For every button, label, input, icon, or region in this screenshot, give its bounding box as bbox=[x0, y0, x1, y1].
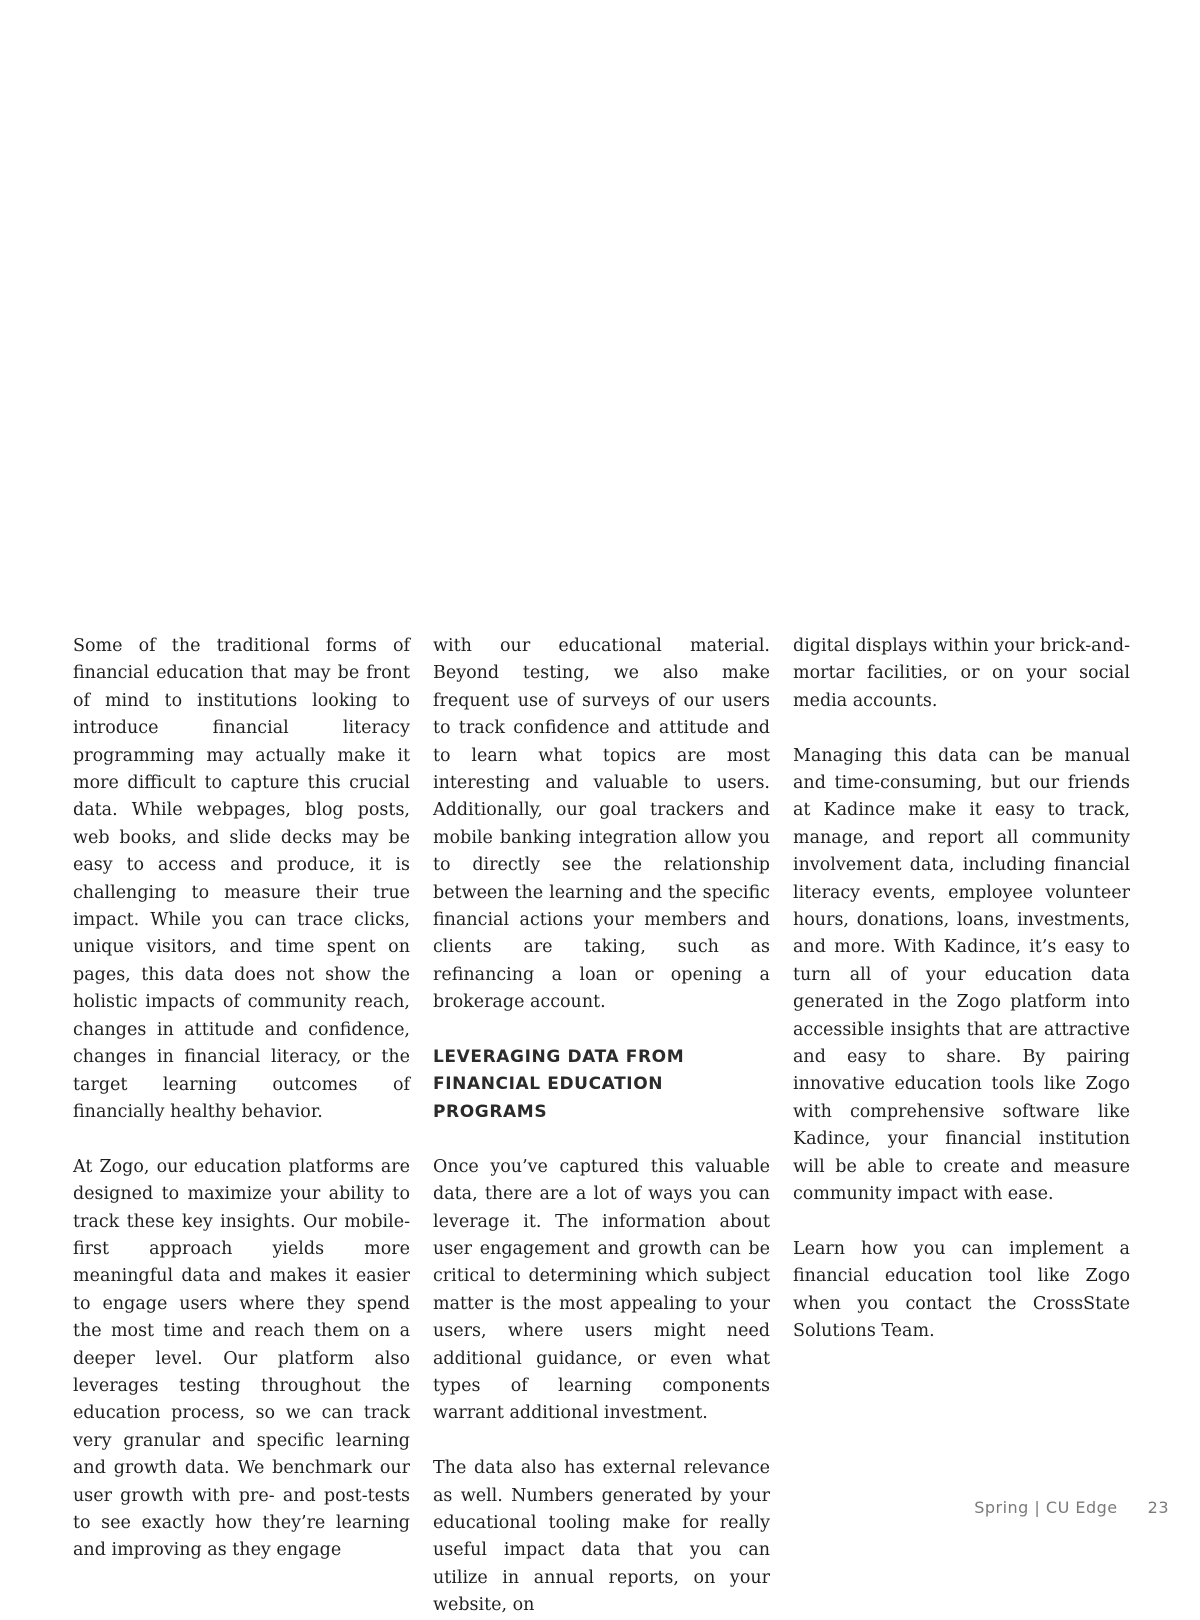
text-column-3 bbox=[793, 633, 1130, 1346]
paragraph-kadince: Managing this data can be manual and time-consuming, but our friends at Kadince make it easy to track, manage, and report all community involvement data, including financial literacy events, employee volunteer hours, donations, loans, investments, and more. With Kadince, it’s easy to turn all of your education data generated in the Zogo platform into accessible insights that are attractive and easy to share. By pairing innovative education tools like Zogo with comprehensive software like Kadince, your financial institution will be able to create and measure community impact with ease. bbox=[793, 745, 1130, 1205]
text-column-1 bbox=[73, 633, 410, 1565]
page-footer bbox=[974, 1498, 1169, 1517]
text-column-2 bbox=[433, 633, 770, 1620]
paragraph-zogo-platforms: At Zogo, our education platforms are designed to maximize your ability to track these key insights. Our mobile-first approach yields more meaningful data and makes it easier to engage users where they spend the most time and reach them on a deeper level. Our platform also leverages testing throughout the education process, so we can track very granular and specific learning and growth data. We benchmark our user growth with pre- and post-tests to see exactly how they’re learning and improving as they engage bbox=[73, 1156, 410, 1561]
paragraph-traditional-forms: Some of the traditional forms of financial education that may be front of mind to institutions looking to introduce financial literacy programming may actually make it more difficult to capture this crucial data. While webpages, blog posts, web books, and slide decks may be easy to access and produce, it is challenging to measure their true impact. While you can trace clicks, unique visitors, and time spent on pages, this data does not show the holistic impacts of community reach, changes in attitude and confidence, changes in financial literacy, or the target learning outcomes of financially healthy behavior. bbox=[73, 636, 410, 1122]
paragraph-educational-material: with our educational material. Beyond testing, we also make frequent use of surveys of our users to track confidence and attitude and to learn what topics are most interesting and valuable to users. Additionally, our goal trackers and mobile banking integration allow you to directly see the relationship between the learning and the specific financial actions your members and clients are taking, such as refinancing a loan or opening a brokerage account. bbox=[433, 636, 770, 1013]
paragraph-call-to-action: Learn how you can implement a financial education tool like Zogo when you contact the CrossState Solutions Team. bbox=[793, 1238, 1130, 1342]
section-heading: LEVERAGING DATA FROM FINANCIAL EDUCATION PROGRAMS bbox=[433, 1047, 685, 1122]
paragraph-external-relevance: The data also has external relevance as well. Numbers generated by your educational tooling make for really useful impact data that you can utilize in annual reports, on your website, on bbox=[433, 1458, 770, 1616]
page-number: 23 bbox=[1147, 1498, 1169, 1517]
paragraph-digital-displays: digital displays within your brick-and-mortar facilities, or on your social media accounts. bbox=[793, 636, 1130, 711]
paragraph-captured-data: Once you’ve captured this valuable data, there are a lot of ways you can leverage it. The information about user engagement and growth can be critical to determining which subject matter is the most appealing to your users, where users might need additional guidance, or even what types of learning components warrant additional investment. bbox=[433, 1156, 770, 1424]
publication-name: Spring | CU Edge bbox=[974, 1498, 1118, 1517]
